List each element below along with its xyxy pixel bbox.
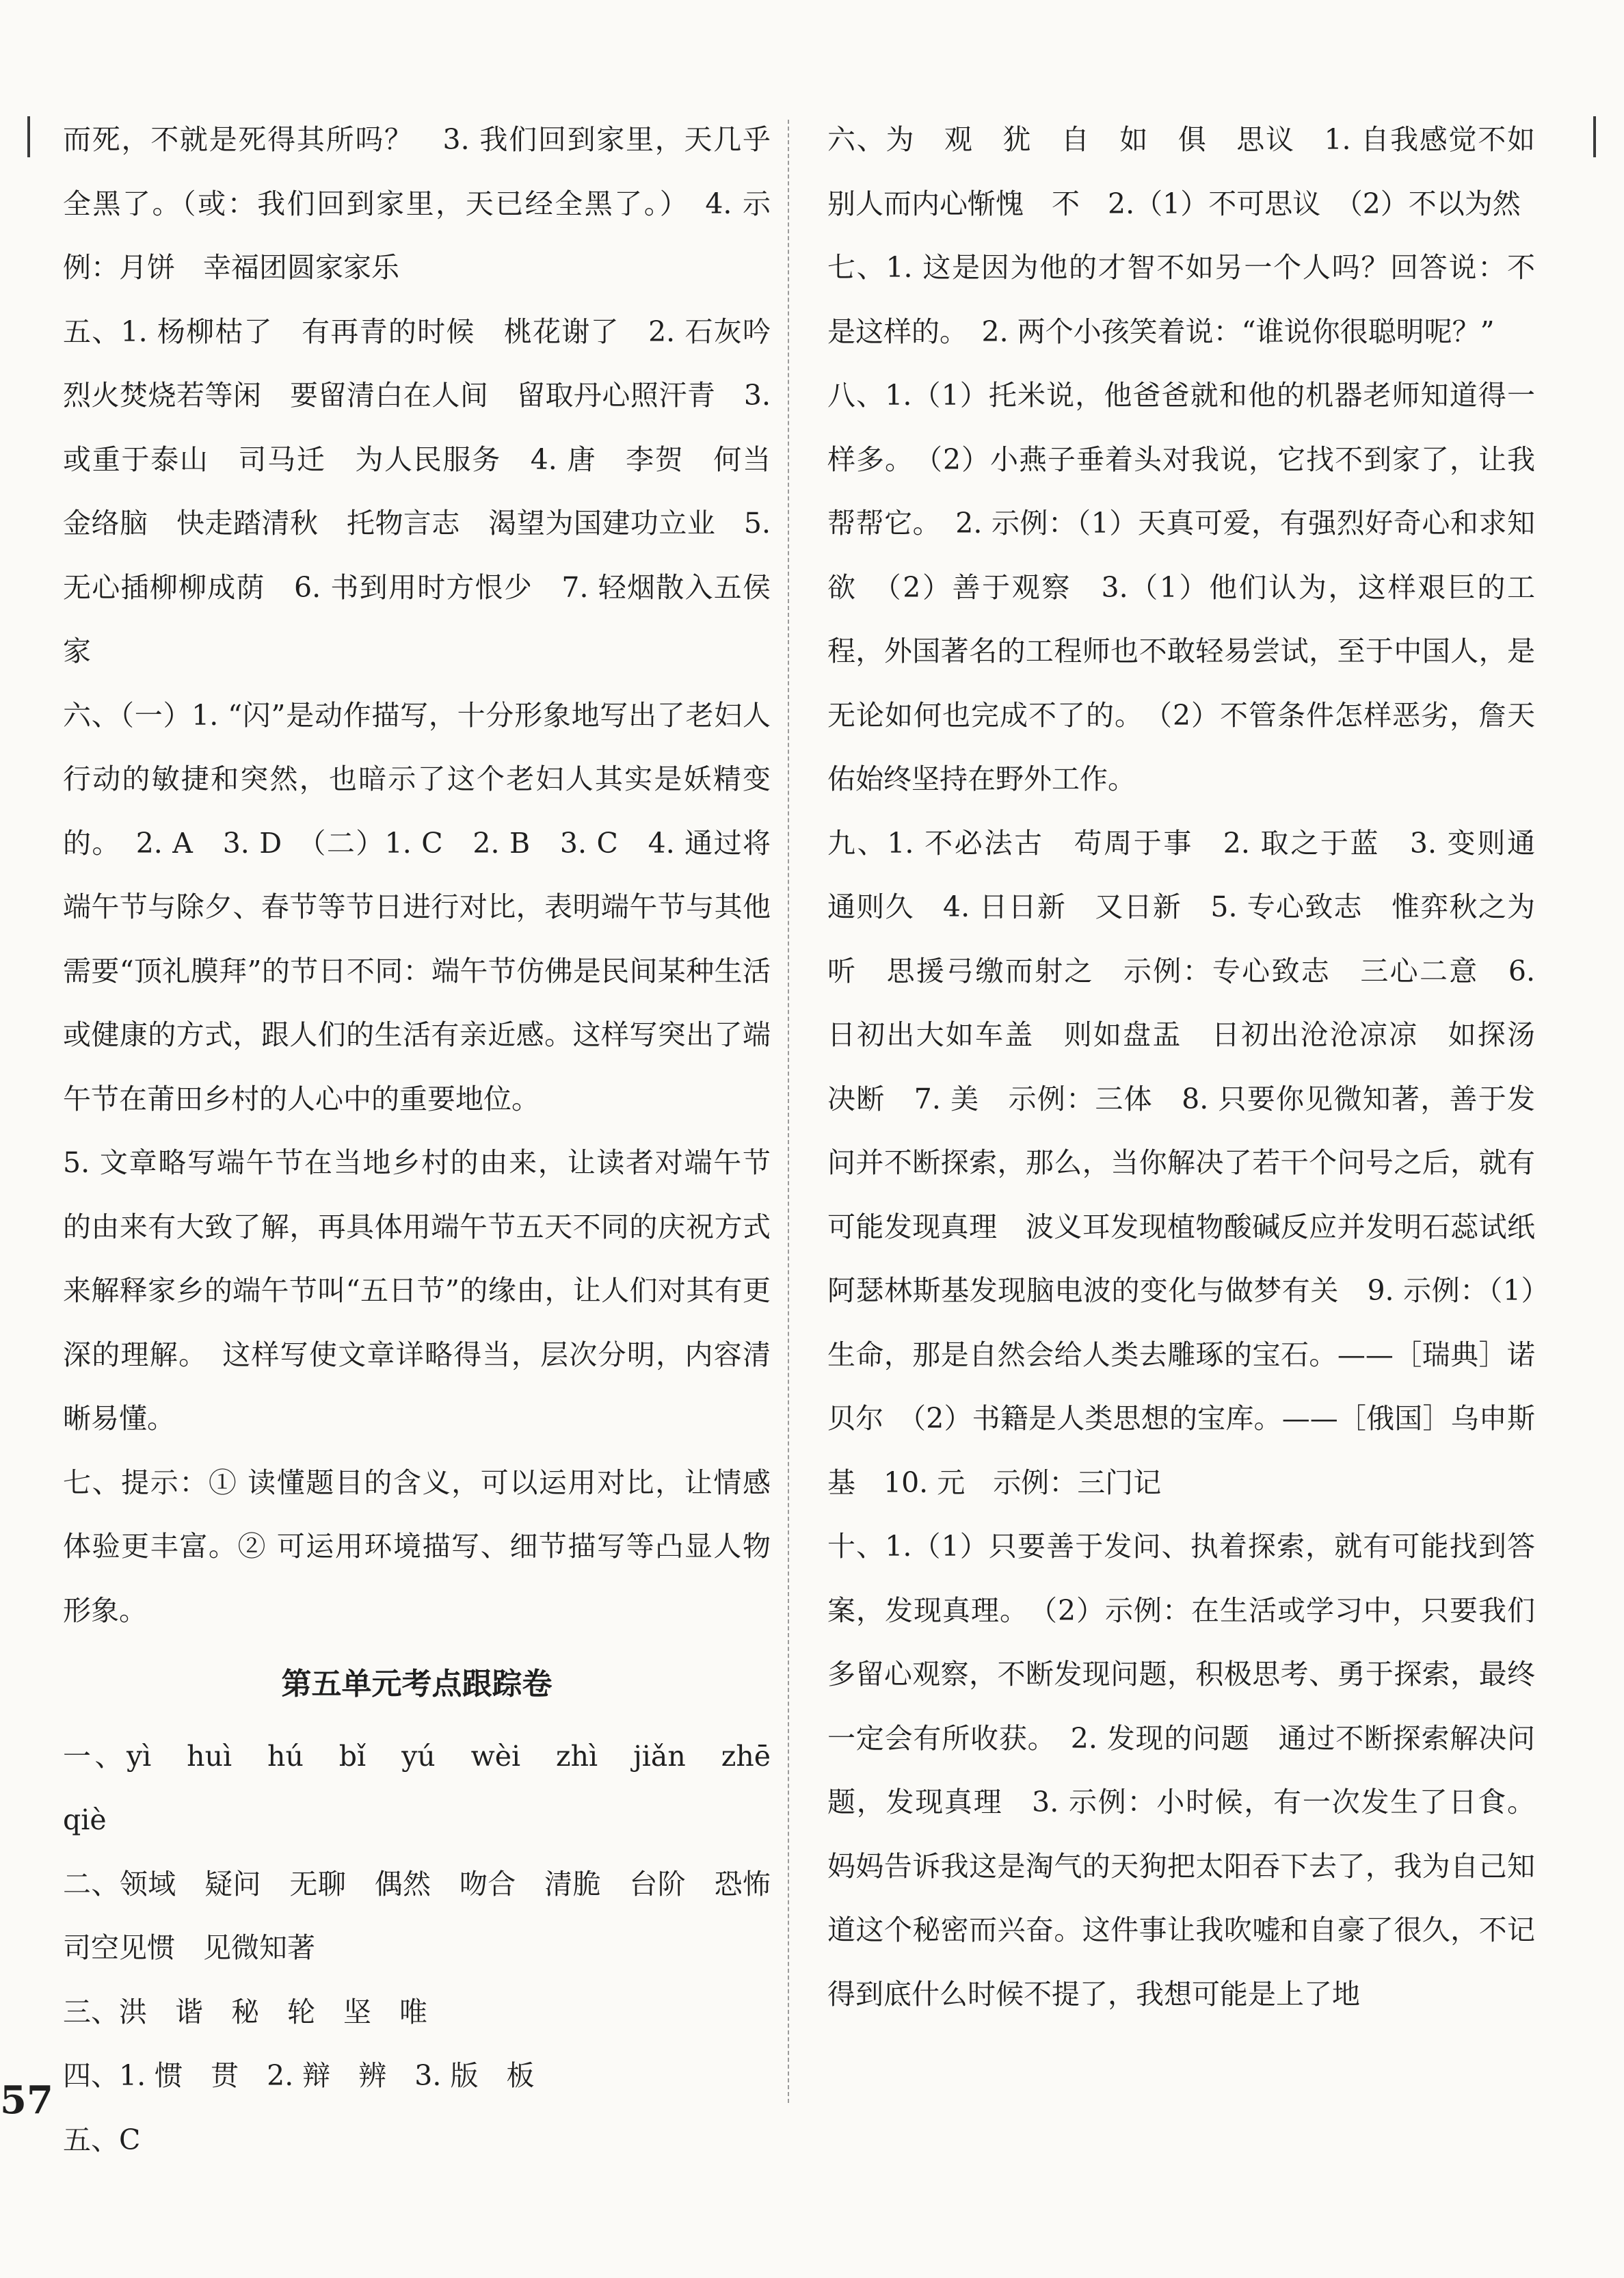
- left-para-3: 六、（一）1. “闪”是动作描写，十分形象地写出了老妇人行动的敏捷和突然，也暗示了这个老妇人其实是妖精变的。 2. A 3. D （二）1. C 2. B 3. C 4. 通过将端午节与除夕、春节等节日进行对比，表明端午节与其他需要“顶礼膜拜”的节日不同：端午节仿佛是民间某种生活或健康的方式，跟人们的生活有亲近感。这样写突出了端午节在莆田乡村的人心中的重要地位。: [63, 698, 771, 1115]
- left-para-5: 七、提示：① 读懂题目的含义，可以运用对比，让情感体验更丰富。② 可运用环境描写、细节描写等凸显人物形象。: [63, 1466, 771, 1627]
- right-para-2: 七、1. 这是因为他的才智不如另一个人吗？回答说：不是这样的。 2. 两个小孩笑着说：“谁说你很聪明呢？”: [827, 251, 1535, 348]
- left-para-7: 二、领域 疑问 无聊 偶然 吻合 清脆 台阶 恐怖 司空见惯 见微知著: [63, 1867, 799, 1964]
- column-divider: [788, 120, 789, 2103]
- section-title: 第五单元考点跟踪卷: [281, 1667, 553, 1701]
- page-number: 57: [0, 2078, 53, 2123]
- right-para-4: 九、1. 不必法古 苟周于事 2. 取之于蓝 3. 变则通 通则久 4. 日日新 又日新 5. 专心致志 惟弈秋之为听 思援弓缴而射之 示例：专心致志 三心二意 6. 日初出大如车盖 则如盘盂 日初出沧沧凉凉 如探汤 决断 7. 美 示例：三体 8. 只要你见微知著，善于发问并不断探索，那么，当你解决了若干个问号之后，就有可能发现真理 波义耳发现植物酸碱反应并发明石蕊试纸 阿瑟林斯基发现脑电波的变化与做梦有关 9. 示例：（1）生命，那是自然会给人类去雕琢的宝石。——［瑞典］诺贝尔 （2）书籍是人类思想的宝库。——［俄国］乌申斯基 10. 元 示例：三门记: [827, 826, 1563, 1499]
- left-para-8: 三、洪 谐 秘 轮 坚 唯: [63, 1995, 427, 2028]
- right-margin-mark: [1593, 116, 1596, 157]
- left-para-9: 四、1. 惯 贯 2. 辩 辨 3. 版 板: [63, 2059, 535, 2092]
- right-column: [827, 108, 1563, 2026]
- left-para-10: 五、C: [63, 2123, 141, 2156]
- left-column: [63, 108, 799, 2172]
- right-para-3: 八、1.（1）托米说，他爸爸就和他的机器老师知道得一样多。 （2）小燕子垂着头对我说，它找不到家了，让我帮帮它。 2. 示例：（1）天真可爱，有强烈好奇心和求知欲 （2）善于观察 3.（1）他们认为，这样艰巨的工程，外国著名的工程师也不敢轻易尝试，至于中国人，是无论如何也完成不了的。 （2）不管条件怎样恶劣，詹天佑始终坚持在野外工作。: [827, 379, 1535, 795]
- left-para-2: 五、1. 杨柳枯了 有再青的时候 桃花谢了 2. 石灰吟 烈火焚烧若等闲 要留清白在人间 留取丹心照汗青 3. 或重于泰山 司马迁 为人民服务 4. 唐 李贺 何当金络脑 快走踏清秋 托物言志 渴望为国建功立业 5. 无心插柳柳成荫 6. 书到用时方恨少 7. 轻烟散入五侯家: [63, 315, 799, 667]
- left-para-1: 而死，不就是死得其所吗？ 3. 我们回到家里，天几乎全黑了。（或：我们回到家里，天已经全黑了。） 4. 示例：月饼 幸福团圆家家乐: [63, 123, 771, 284]
- right-para-5: 十、1.（1）只要善于发问、执着探索，就有可能找到答案，发现真理。 （2）示例：在生活或学习中，只要我们多留心观察，不断发现问题，积极思考、勇于探索，最终一定会有所收获。 2. 发现的问题 通过不断探索解决问题，发现真理 3. 示例：小时候，有一次发生了日食。妈妈告诉我这是淘气的天狗把太阳吞下去了，我为自己知道这个秘密而兴奋。这件事让我吹嘘和自豪了很久，不记得到底什么时候不提了，我想可能是上了地: [827, 1530, 1535, 2011]
- right-para-1: 六、为 观 犹 自 如 俱 思议 1. 自我感觉不如别人而内心惭愧 不 2.（1）不可思议 （2）不以为然: [827, 123, 1535, 220]
- left-para-6: 一、yì huì hú bǐ yú wèi zhì jiǎn zhē qiè: [63, 1739, 799, 1836]
- left-para-4: 5. 文章略写端午节在当地乡村的由来，让读者对端午节的由来有大致了解，再具体用端午节五天不同的庆祝方式来解释家乡的端午节叫“五日节”的缘由，让人们对其有更深的理解。 这样写使文章详略得当，层次分明，内容清晰易懂。: [63, 1146, 771, 1435]
- left-margin-mark: [27, 116, 30, 157]
